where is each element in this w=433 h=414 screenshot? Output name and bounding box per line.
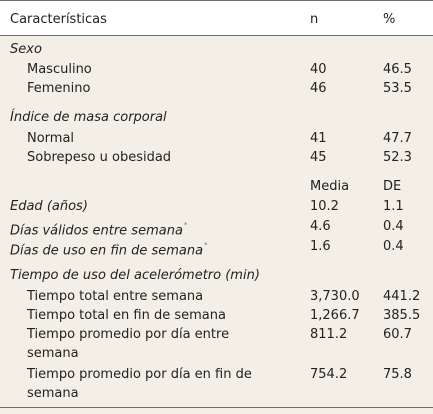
row-pct-sobrepeso: 52.3 (383, 150, 412, 165)
row-media-dias-uso-fin: 1.6 (310, 239, 331, 254)
row-de-promedio-entre: 60.7 (383, 327, 412, 342)
row-n-femenino: 46 (310, 81, 327, 96)
row-media-promedio-fin: 754.2 (310, 367, 348, 382)
row-label-dias-uso-fin: Días de uso en fin de semana* (10, 241, 208, 259)
row-n-normal: 41 (310, 131, 327, 146)
row-label-normal: Normal (27, 131, 75, 146)
row-label-promedio-entre-line1: Tiempo promedio por día entre (27, 327, 230, 342)
row-label-femenino: Femenino (27, 81, 91, 96)
row-de-edad: 1.1 (383, 199, 404, 214)
row-label-edad: Edad (años) (10, 199, 88, 214)
row-pct-masculino: 46.5 (383, 62, 412, 77)
row-label-promedio-fin-line2: semana (27, 386, 79, 401)
row-de-tiempo-total-entre: 441.2 (383, 289, 421, 304)
row-label-tiempo-total-fin: Tiempo total en fin de semana (27, 308, 226, 323)
row-media-edad: 10.2 (310, 199, 339, 214)
section-title-imc: Índice de masa corporal (10, 110, 167, 125)
row-label-sobrepeso: Sobrepeso u obesidad (27, 150, 172, 165)
footnote-mark[interactable]: * (204, 241, 208, 249)
row-de-dias-uso-fin: 0.4 (383, 239, 404, 254)
subheader-de: DE (383, 179, 402, 194)
section-title-sexo: Sexo (10, 42, 42, 57)
row-label-promedio-entre-line2: semana (27, 346, 79, 361)
row-de-dias-validos: 0.4 (383, 219, 404, 234)
section-title-tiempo: Tiempo de uso del acelerómetro (min) (10, 268, 260, 283)
row-media-dias-validos: 4.6 (310, 219, 331, 234)
row-media-promedio-entre: 811.2 (310, 327, 348, 342)
header-n: n (310, 12, 319, 27)
row-label-dias-validos: Días válidos entre semana* (10, 221, 188, 239)
row-pct-normal: 47.7 (383, 131, 412, 146)
table-header (0, 0, 433, 36)
row-n-sobrepeso: 45 (310, 150, 327, 165)
row-de-promedio-fin: 75.8 (383, 367, 412, 382)
row-pct-femenino: 53.5 (383, 81, 412, 96)
row-media-tiempo-total-entre: 3,730.0 (310, 289, 360, 304)
header-caracteristicas: Características (10, 12, 107, 27)
row-label-tiempo-total-entre: Tiempo total entre semana (27, 289, 204, 304)
row-media-tiempo-total-fin: 1,266.7 (310, 308, 360, 323)
header-pct: % (383, 12, 396, 27)
row-n-masculino: 40 (310, 62, 327, 77)
row-label-masculino: Masculino (27, 62, 92, 77)
row-label-promedio-fin-line1: Tiempo promedio por día en fin de (27, 367, 252, 382)
table-bottom-rule (0, 407, 433, 408)
row-de-tiempo-total-fin: 385.5 (383, 308, 421, 323)
footnote-mark[interactable]: * (183, 221, 188, 229)
subheader-media: Media (310, 179, 350, 194)
